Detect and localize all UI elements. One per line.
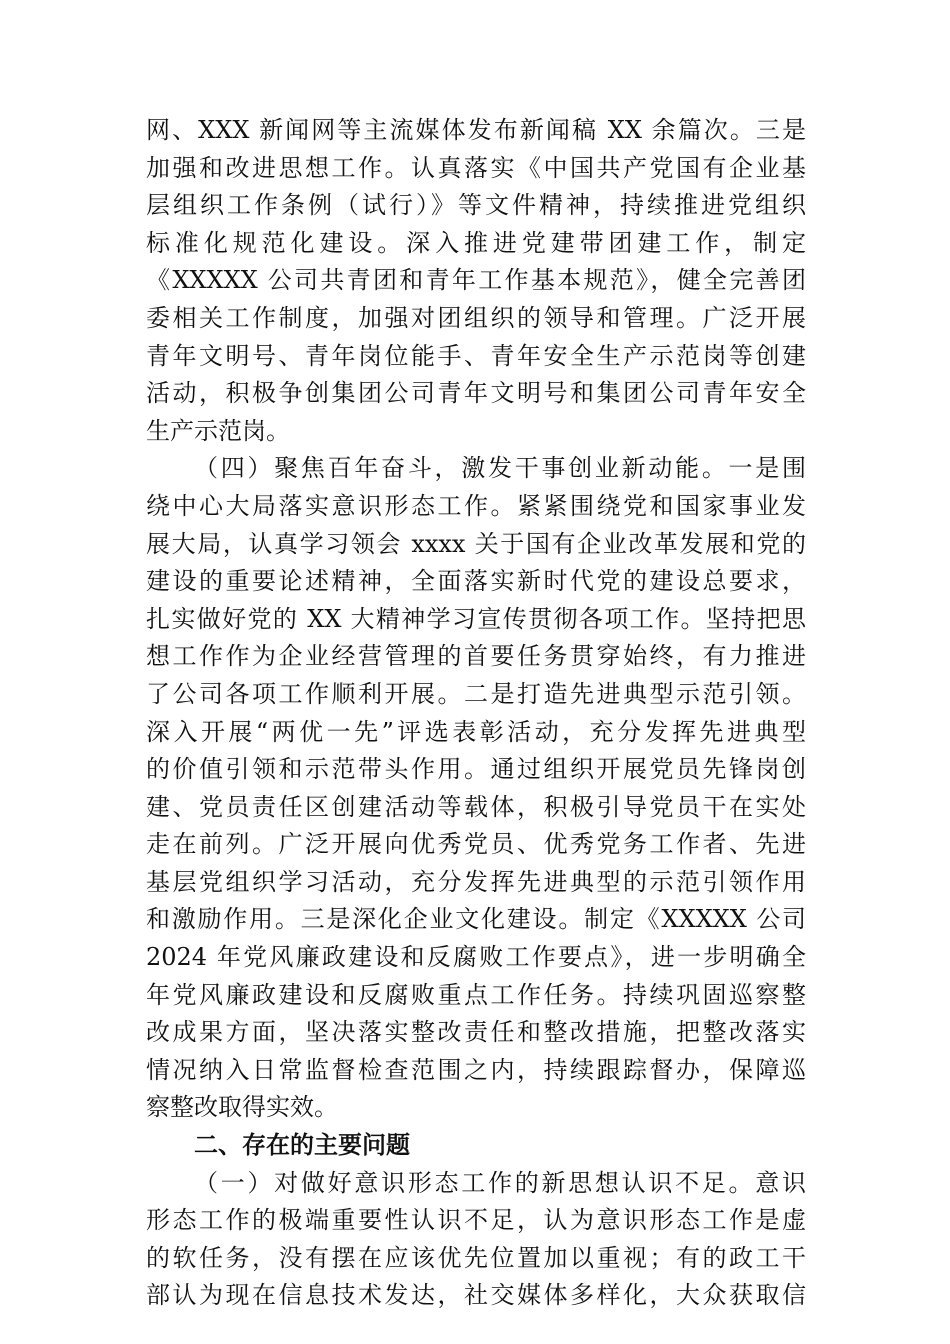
text-line: 展大局，认真学习领会 xxxx 关于国有企业改革发展和党的 <box>146 529 806 558</box>
text-line: 察整改取得实效。 <box>146 1093 338 1122</box>
text-line: 走在前列。广泛开展向优秀党员、优秀党务工作者、先进 <box>146 830 806 859</box>
text-line: 加强和改进思想工作。认真落实《中国共产党国有企业基 <box>146 153 806 182</box>
paragraph-start-line: （一）对做好意识形态工作的新思想认识不足。意识 <box>194 1168 806 1197</box>
text-line: 的软任务，没有摆在应该优先位置加以重视；有的政工干 <box>146 1243 806 1272</box>
text-line: 的价值引领和示范带头作用。通过组织开展党员先锋岗创 <box>146 755 806 784</box>
text-line: 层组织工作条例（试行）》等文件精神，持续推进党组织 <box>146 191 806 220</box>
text-line: 标准化规范化建设。深入推进党建带团建工作，制定 <box>146 228 806 257</box>
text-line: 和激励作用。三是深化企业文化建设。制定《XXXXX 公司 <box>146 905 806 934</box>
text-line: 改成果方面，坚决落实整改责任和整改措施，把整改落实 <box>146 1018 806 1047</box>
text-line: 绕中心大局落实意识形态工作。紧紧围绕党和国家事业发 <box>146 491 806 520</box>
text-line: 形态工作的极端重要性认识不足，认为意识形态工作是虚 <box>146 1206 806 1235</box>
text-line: 委相关工作制度，加强对团组织的领导和管理。广泛开展 <box>146 303 806 332</box>
text-line: 青年文明号、青年岗位能手、青年安全生产示范岗等创建 <box>146 341 806 370</box>
text-line: 基层党组织学习活动，充分发挥先进典型的示范引领作用 <box>146 867 806 896</box>
text-line: 了公司各项工作顺利开展。二是打造先进典型示范引领。 <box>146 679 806 708</box>
text-line: 网、XXX 新闻网等主流媒体发布新闻稿 XX 余篇次。三是 <box>146 116 806 144</box>
paragraph-start-line: （四）聚焦百年奋斗，激发干事创业新动能。一是围 <box>194 454 806 483</box>
text-line: 部认为现在信息技术发达，社交媒体多样化，大众获取信 <box>146 1281 806 1310</box>
section-heading: 二、存在的主要问题 <box>194 1131 410 1160</box>
text-line: 活动，积极争创集团公司青年文明号和集团公司青年安全 <box>146 379 806 408</box>
text-line: 扎实做好党的 XX 大精神学习宣传贯彻各项工作。坚持把思 <box>146 604 806 633</box>
text-line: 年党风廉政建设和反腐败重点工作任务。持续巩固巡察整 <box>146 980 806 1009</box>
document-body <box>146 112 806 1315</box>
text-line: 想工作作为企业经营管理的首要任务贯穿始终，有力推进 <box>146 642 806 671</box>
text-line: 建、党员责任区创建活动等载体，积极引导党员干在实处 <box>146 792 806 821</box>
text-line: 深入开展“两优一先”评选表彰活动，充分发挥先进典型 <box>146 717 806 746</box>
text-line: 2024 年党风廉政建设和反腐败工作要点》，进一步明确全 <box>146 943 806 972</box>
text-line: 《XXXXX 公司共青团和青年工作基本规范》，健全完善团 <box>146 266 806 295</box>
text-line: 情况纳入日常监督检查范围之内，持续跟踪督办，保障巡 <box>146 1055 806 1084</box>
text-line: 建设的重要论述精神，全面落实新时代党的建设总要求， <box>146 567 806 596</box>
text-line: 生产示范岗。 <box>146 416 290 445</box>
